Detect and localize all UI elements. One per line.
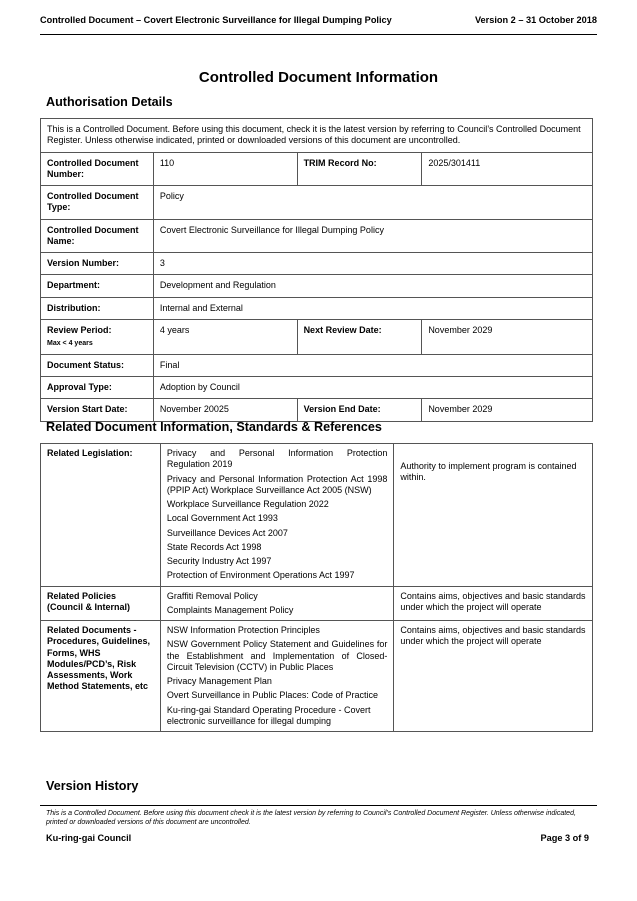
value: Covert Electronic Surveillance for Illegal Dumping Policy xyxy=(153,219,592,253)
value: 4 years xyxy=(153,319,297,354)
row-approval xyxy=(41,377,593,399)
related-heading: Related Document Information, Standards & References xyxy=(46,420,382,434)
footer-organisation: Ku-ring-gai Council xyxy=(46,833,132,843)
row-department xyxy=(41,275,593,297)
list-item: Workplace Surveillance Regulation 2022 xyxy=(166,499,329,509)
value: Development and Regulation xyxy=(153,275,592,297)
label: Approval Type: xyxy=(41,377,154,399)
list-item: Ku-ring-gai Standard Operating Procedure - Covert electronic surveillance for illegal dumping xyxy=(166,704,371,726)
label: Department: xyxy=(41,275,154,297)
list-item: Security Industry Act 1997 xyxy=(166,556,272,566)
row-name xyxy=(41,219,593,253)
label: Version Number: xyxy=(41,253,154,275)
intro-text: This is a Controlled Document. Before using this document, check it is the latest version by referring to Council’s Controlled Document Register. Unless otherwise indicated, printed or downloaded versions of this document are uncontrolled. xyxy=(41,119,593,153)
policies-list xyxy=(160,586,394,621)
label: Related Policies (Council & Internal) xyxy=(41,586,161,621)
list-item: Graffiti Removal Policy xyxy=(166,590,258,601)
value: November 20025 xyxy=(153,399,297,421)
list-item: Overt Surveillance in Public Places: Code of Practice xyxy=(166,690,378,701)
legislation-list xyxy=(160,444,394,587)
list-item: Surveillance Devices Act 2007 xyxy=(166,527,288,538)
row-version xyxy=(41,253,593,275)
footer-rule xyxy=(40,805,597,806)
list-item: Privacy and Personal Information Protection Act 1998 (PPIP Act) Workplace Surveillance Act 2005 (NSW) xyxy=(166,473,388,495)
row-status xyxy=(41,354,593,376)
label: Distribution: xyxy=(41,297,154,319)
row-number xyxy=(41,152,593,186)
label: Document Status: xyxy=(41,354,154,376)
value: 110 xyxy=(153,152,297,186)
policies-note: Contains aims, objectives and basic standards under which the project will operate xyxy=(394,586,593,621)
value: November 2029 xyxy=(422,399,593,421)
row-review xyxy=(41,319,593,354)
label: Version Start Date: xyxy=(41,399,154,421)
label: Controlled Document Name: xyxy=(41,219,154,253)
value: 3 xyxy=(153,253,592,275)
label: Controlled Document Type: xyxy=(41,186,154,220)
label: Related Documents - Procedures, Guidelines, Forms, WHS Modules/PCD’s, Risk Assessments, Work Method Statements, etc xyxy=(41,621,161,732)
list-item: Protection of Environment Operations Act 1997 xyxy=(166,570,355,581)
documents-note: Contains aims, objectives and basic standards under which the project will operate xyxy=(394,621,593,732)
label: TRIM Record No: xyxy=(297,152,422,186)
list-item: NSW Government Policy Statement and Guidelines for the Establishment and Implementation of Closed-Circuit Television (CCTV) in Public Places xyxy=(166,639,388,672)
value: Internal and External xyxy=(153,297,592,319)
page-title: Controlled Document Information xyxy=(198,69,439,86)
header-version: Version 2 – 31 October 2018 xyxy=(474,15,597,25)
page-footer xyxy=(46,833,589,843)
label: Version End Date: xyxy=(297,399,422,421)
list-item: NSW Information Protection Principles xyxy=(166,625,320,635)
value: Final xyxy=(153,354,592,376)
header-rule xyxy=(40,34,597,35)
review-max-note: Max < 4 years xyxy=(47,340,93,347)
row-policies xyxy=(41,586,593,621)
version-history-heading: Version History xyxy=(46,779,139,793)
label: Review Period: xyxy=(47,324,112,335)
value: Adoption by Council xyxy=(153,377,592,399)
footer-note: This is a Controlled Document. Before using this document check it is the latest version by referring to Council’s Controlled Document Register. Unless otherwise indicated, printed or downloaded versions of this document are uncontrolled. xyxy=(46,810,576,827)
row-type xyxy=(41,186,593,220)
list-item: State Records Act 1998 xyxy=(166,541,262,552)
authorisation-heading: Authorisation Details xyxy=(46,95,173,109)
row-legislation xyxy=(41,444,593,587)
label: Controlled Document Number: xyxy=(41,152,154,186)
review-label-cell xyxy=(41,319,154,354)
row-dates xyxy=(41,399,593,421)
value: November 2029 xyxy=(422,319,593,354)
documents-list xyxy=(160,621,394,732)
header-document-title: Controlled Document – Covert Electronic Surveillance for Illegal Dumping Policy xyxy=(40,15,392,25)
page-header xyxy=(40,15,597,25)
row-distribution xyxy=(41,297,593,319)
value: 2025/301411 xyxy=(422,152,593,186)
label: Related Legislation: xyxy=(41,444,161,587)
authorisation-table xyxy=(40,118,593,422)
list-item: Privacy and Personal Information Protection Regulation 2019 xyxy=(166,448,388,470)
intro-row xyxy=(41,119,593,153)
page-number: Page 3 of 9 xyxy=(540,833,589,843)
legislation-note: Authority to implement program is contained within. xyxy=(394,444,593,587)
list-item: Local Government Act 1993 xyxy=(166,513,278,524)
label: Next Review Date: xyxy=(297,319,422,354)
related-documents-table xyxy=(40,443,593,732)
value: Policy xyxy=(153,186,592,220)
row-documents xyxy=(41,621,593,732)
list-item: Complaints Management Policy xyxy=(166,604,294,615)
list-item: Privacy Management Plan xyxy=(166,676,272,686)
